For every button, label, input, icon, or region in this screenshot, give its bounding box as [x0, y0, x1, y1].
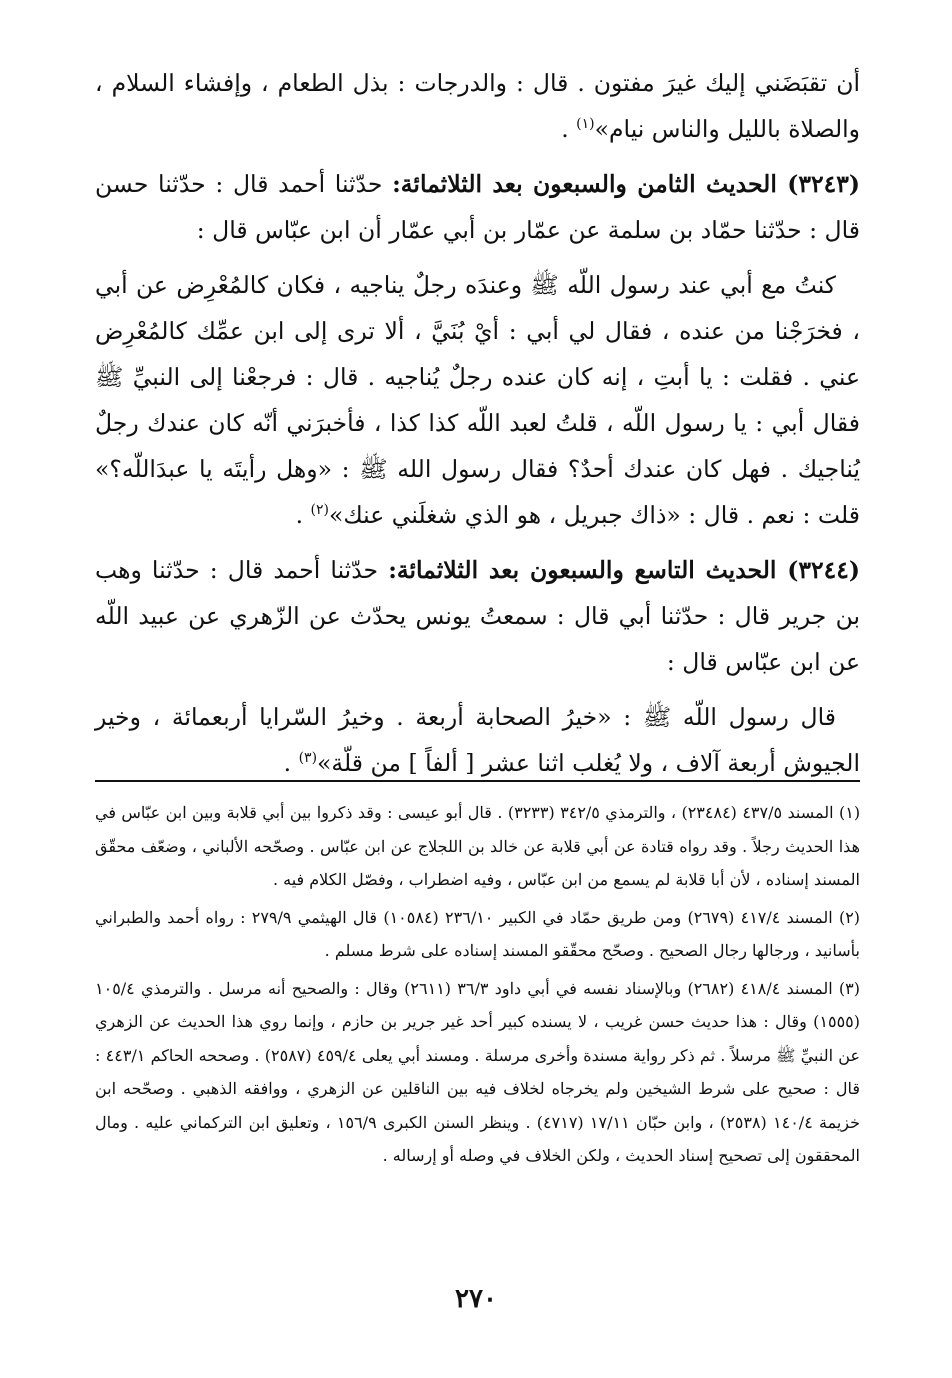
hadith-3243-heading: (٣٢٤٣) الحديث الثامن والسبعون بعد الثلاثمائة: [392, 170, 860, 198]
hadith-3243-matn: كنتُ مع أبي عند رسول اللّه ﷺ وعندَه رجلٌ يناجيه ، فكان كالمُعْرِض عن أبي ، فخرَجْنا من عنده ، فقال لي أبي : أيْ بُنَيَّ ، ألا ترى إلى ابن عمِّك كالمُعْرِض عني . فقلت : يا أبتِ ، إنه كان عنده رجلٌ يُناجيه . قال : فرجعْنا إلى النبيِّ ﷺ فقال أبي : يا رسول اللّه ، قلتُ لعبد اللّه كذا كذا ، فأخبرَني أنّه كان عندك رجلٌ يُناجيك . فهل كان عندك أحدٌ؟ فقال رسول الله ﷺ : «وهل رأيتَه يا عبدَاللّه؟» قلت : نعم . قال : «ذاك جبريل ، هو الذي شغلَني عنك» [95, 271, 860, 529]
footnote-ref-1: (١) [576, 116, 595, 133]
footnote-ref-3: (٣) [298, 750, 318, 767]
main-text [95, 60, 860, 795]
footnote-ref-2: (٢) [310, 502, 329, 519]
footnote-3: (٣) المسند ٤١٨/٤ (٢٦٨٢) وبالإسناد نفسه في أبي داود ٣٦/٣ (٢٦١١) وقال : والصحيح أنه مرسل . والترمذي ١٠٥/٤ (١٥٥٥) وقال : هذا حديث حسن غريب ، لا يسنده كبير أحد غير جرير بن حازم ، وإنما روي هذا الحديث عن الزهري عن النبيِّ ﷺ مرسلاً . ثم ذكر رواية مسندة وأخرى مرسلة . ومسند أبي يعلى ٤٥٩/٤ (٢٥٨٧) . وصححه الحاكم ٤٤٣/١ : قال : صحيح على شرط الشيخين ولم يخرجاه لخلاف فيه بين الناقلين عن الزهري ، ووافقه الذهبي . وصحّحه ابن خزيمة ١٤٠/٤ (٢٥٣٨) ، وابن حبّان ١٧/١١ (٤٧١٧) . وينظر السنن الكبرى ١٥٦/٩ ، وتعليق ابن التركماني عليه . ومال المحققون إلى تصحيح إسناد الحديث ، ولكن الخلاف في وصله أو إرساله . [95, 978, 861, 1165]
hadith-3244-isnad-paragraph [95, 547, 860, 685]
hadith-3243-isnad-paragraph [95, 161, 860, 253]
hadith-3244-matn-paragraph [95, 694, 860, 786]
footnote-1: (١) المسند ٤٣٧/٥ (٢٣٤٨٤) ، والترمذي ٣٤٢/٥ (٣٢٣٣) . قال أبو عيسى : وقد ذكروا بين أبي قلابة وبين ابن عبّاس في هذا الحديث رجلاً . وقد رواه قتادة عن أبي قلابة عن خالد بن اللجلاج عن ابن عبّاس . وصحّحه الألباني ، وضعّف محقّق المسند إسناده ، لأن أبا قلابة لم يسمع من ابن عبّاس ، وفيه اضطراب ، وفصّل الكلام فيه . [95, 803, 861, 889]
continuation-paragraph [95, 60, 860, 152]
continuation-end: . [561, 115, 577, 143]
hadith-3244-isnad: حدّثنا أحمد قال : حدّثنا وهب بن جرير قال : حدّثنا أبي قال : سمعتُ يونس يحدّث عن الزّهري عن عبيد اللّه عن ابن عبّاس قال : [95, 556, 860, 676]
hadith-3244-matn-end: . [283, 749, 299, 777]
footnotes [95, 796, 860, 1177]
continuation-text: أن تقبَضَني إليك غيرَ مفتون . قال : والدرجات : بذل الطعام ، وإفشاء السلام ، والصلاة بالليل والناس نيام» [95, 69, 860, 143]
hadith-3244-heading: (٣٢٤٤) الحديث التاسع والسبعون بعد الثلاثمائة: [388, 556, 860, 584]
hadith-3243-isnad: حدّثنا أحمد قال : حدّثنا حسن قال : حدّثنا حمّاد بن سلمة عن عمّار بن أبي عمّار أن ابن عبّاس قال : [95, 170, 860, 244]
hadith-3243-matn-end: . [295, 501, 311, 529]
footnote-separator [95, 780, 860, 782]
footnote-2: (٢) المسند ٤١٧/٤ (٢٦٧٩) ومن طريق حمّاد في الكبير ٢٣٦/١٠ (١٠٥٨٤) قال الهيثمي ٢٧٩/٩ : رواه أحمد والطبراني بأسانيد ، ورجالها رجال الصحيح . وصحّح محقّقو المسند إسناده على شرط مسلم . [95, 907, 861, 960]
page-number: ٢٧٠ [455, 1284, 497, 1314]
hadith-3244-matn: قال رسول اللّه ﷺ : «خيرُ الصحابة أربعة . وخيرُ السّرايا أربعمائة ، وخير الجيوش أربعة آلاف ، ولا يُغلب اثنا عشر [ ألفاً ] من قلّة» [95, 703, 860, 777]
hadith-3243-matn-paragraph [95, 262, 860, 538]
